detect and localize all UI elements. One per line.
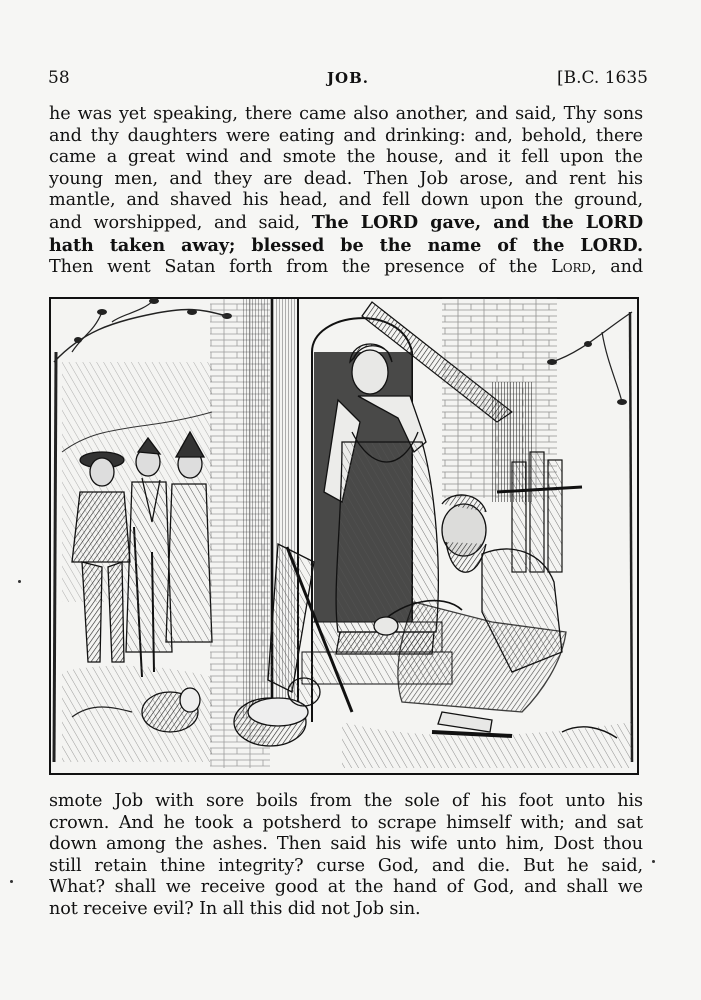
text-line [49, 212, 643, 235]
ink-speck [18, 580, 21, 583]
top-paragraph [49, 104, 643, 279]
running-header [48, 66, 648, 90]
three-friends-figures [72, 432, 212, 677]
text-fragment: Then went Satan forth from the presence of the [49, 257, 538, 278]
bold-quote: hath taken away; blessed be the name of the LORD. [49, 234, 643, 256]
ink-speck [10, 880, 13, 883]
text-line: came a great wind and smote the house, and it fell upon the [49, 147, 643, 168]
text-line: young men, and they are dead. Then Job arose, and rent his [49, 168, 643, 189]
text-line [49, 235, 643, 258]
ink-speck [652, 860, 655, 863]
illustration [42, 292, 644, 782]
running-title: JOB. [326, 69, 370, 87]
text-line: smote Job with sore boils from the sole of his foot unto his [49, 791, 643, 811]
text-fragment: and worshipped, and said, [49, 212, 301, 233]
text-line: mantle, and shaved his head, and fell down upon the ground, [49, 190, 643, 211]
text-line: not receive evil? In all this did not Job sin. [49, 898, 421, 919]
text-line: down among the ashes. Then said his wife unto him, Dost thou [49, 834, 643, 855]
text-fragment: , and [590, 257, 643, 278]
text-line: he was yet speaking, there came also another, and said, Thy sons [49, 104, 643, 124]
text-line: What? shall we receive good at the hand of God, and shall we [49, 877, 643, 898]
small-caps-lord: Lord [551, 257, 591, 278]
page-number: 58 [48, 68, 70, 88]
bold-quote: The LORD gave, and the LORD [311, 211, 643, 233]
text-line: crown. And he took a potsherd to scrape himself with; and sat [49, 812, 643, 833]
bottom-paragraph [49, 791, 643, 921]
engraving-job-with-wife-and-friends-icon [42, 292, 644, 782]
date-reference: [B.C. 1635 [556, 68, 648, 88]
text-line: still retain thine integrity? curse God, and die. But he said, [49, 855, 643, 876]
text-line: and thy daughters were eating and drinking: and, behold, there [49, 125, 643, 146]
text-line [49, 257, 643, 279]
